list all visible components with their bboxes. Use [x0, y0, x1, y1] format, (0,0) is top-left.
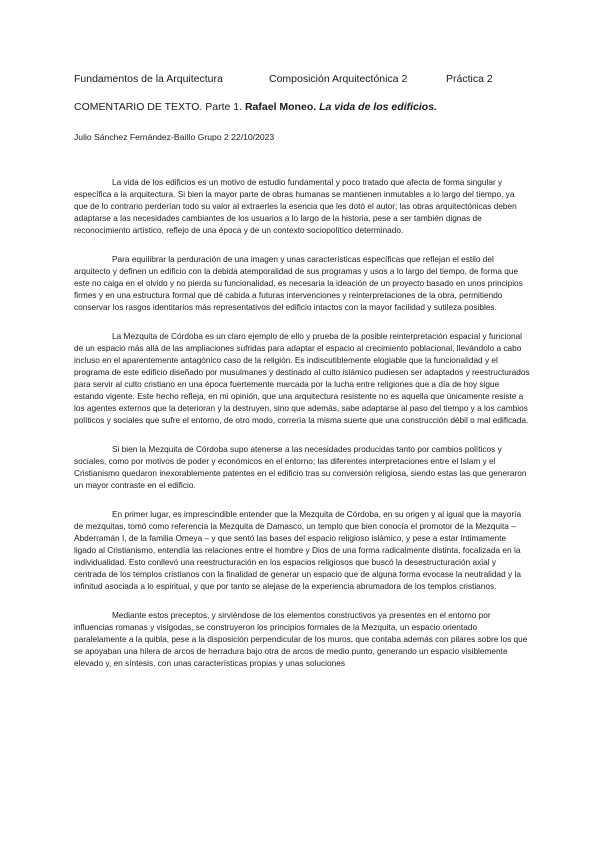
paragraph: La vida de los edificios es un motivo de estudio fundamental y poco tratado que afecta de forma singular y específica a la arquitectura. Si bien la mayor parte de obras humanas se mantienen inmutables a lo largo del tiempo, ya que de lo contrario perderían todo su valor al extraerles la esencia que les dotó el autor; las obras arquitectónicas deben adaptarse a las necesidades cambiantes de los usuarios a lo largo de la historia, pese a ser también dignas de reconocimiento artístico, reflejo de una época y de un contexto sociopolítico determinado. [74, 177, 517, 235]
header-course: Composición Arquitectónica 2 [269, 73, 408, 85]
header-subject: Fundamentos de la Arquitectura [74, 73, 223, 85]
author-line: Julio Sánchez Fernández-Baíllo Grupo 2 22/10/2023 [74, 132, 275, 142]
paragraph: Para equilibrar la perduración de una imagen y unas características específicas que reflejan el estilo del arquitecto y definen un edificio con la debida atemporalidad de sus programas y usos a lo largo del tiempo, de forma que este no caiga en el olvido y no pierda su funcionalidad, es necesaria la ideación de un proyecto basado en unos principios firmes y en una estructura formal que dé cabida a futuras intervenciones y reinterpretaciones de la obra, permitiendo conservar los rasgos identitarios más representativos del edificio intactos con la mayor facilidad y sutileza posibles. [74, 254, 523, 312]
header-practice: Práctica 2 [446, 73, 493, 85]
commentary-book: La vida de los edificios. [319, 101, 437, 113]
commentary-prefix: COMENTARIO DE TEXTO. Parte 1. [74, 101, 243, 113]
paragraph: Mediante estos preceptos, y sirviéndose de los elementos constructivos ya presentes en el entorno por influencias romanas y visigodas, se construyeron los principios formales de la Mezquita, un espacio orientado paralelamente a la quibla, pese a la disposición perpendicular de los muros, que contaba además con pilares sobre los que se apoyaban una hilera de arcos de herradura bajo otra de arcos de medio punto, generando un espacio visiblemente elevado y, en síntesis, con unas características propias y unas soluciones [74, 610, 528, 668]
document-header [74, 72, 540, 86]
paragraph: La Mezquita de Córdoba es un claro ejemplo de ello y prueba de la posible reinterpretación espacial y funcional de un espacio más allá de las ampliaciones sufridas para adaptar el espacio al crecimiento poblacional, llevándolo a cabo incluso en el aparentemente antagónico caso de la religión. Es indiscutiblemente elogiable que la funcionalidad y el programa de este edificio diseñado por musulmanes y destinado al culto islámico pudiesen ser adaptados y reestructurados para servir al culto cristiano en una época fuertemente marcada por la lucha entre religiones que a día de hoy sigue estando vigente. Este hecho refleja, en mi opinión, que una arquitectura resistente no es aquella que únicamente resiste a los agentes externos que la deterioran y la destruyen, sino que además, sabe adaptarse al paso del tiempo y a los cambios políticos y sociales que sufre el entorno, de otro modo, correría la misma suerte que una construcción débil o mal edificada. [74, 331, 530, 425]
paragraph: Si bien la Mezquita de Córdoba supo atenerse a las necesidades producidas tanto por cambios políticos y sociales, como por motivos de poder y económicos en el entorno; las diferentes interpretaciones entre el Islam y el Cristianismo quedaron inexorablemente patentes en el edificio tras su conversión religiosa, siendo estas las que generaron un mayor contraste en el edificio. [74, 444, 527, 490]
commentary-author: Rafael Moneo. [244, 101, 317, 113]
commentary-title [74, 100, 437, 114]
paragraph: En primer lugar, es imprescindible entender que la Mezquita de Córdoba, en su origen y al igual que la mayoría de mezquitas, tomó como referencia la Mezquita de Damasco, un templo que bien conocía el promotor de la Mezquita – Abderramán I, de la familia Omeya – y que sentó las bases del espacio religioso islámico, y pese a estar íntimamente ligado al Cristianismo, entendía las relaciones entre el hombre y Dios de una forma radicalmente distinta, focalizada en la individualidad. Esto conllevó una reestructuración en los espacios religiosos que buscó la desestructuración axial y centrada de los templos cristianos con la finalidad de generar un espacio que de alguna forma evocase la neutralidad y la infinitud asociada a lo espiritual, y que por tanto se alejase de la experiencia abrumadora de los templos cristianos. [74, 509, 522, 591]
document-body [74, 176, 530, 686]
